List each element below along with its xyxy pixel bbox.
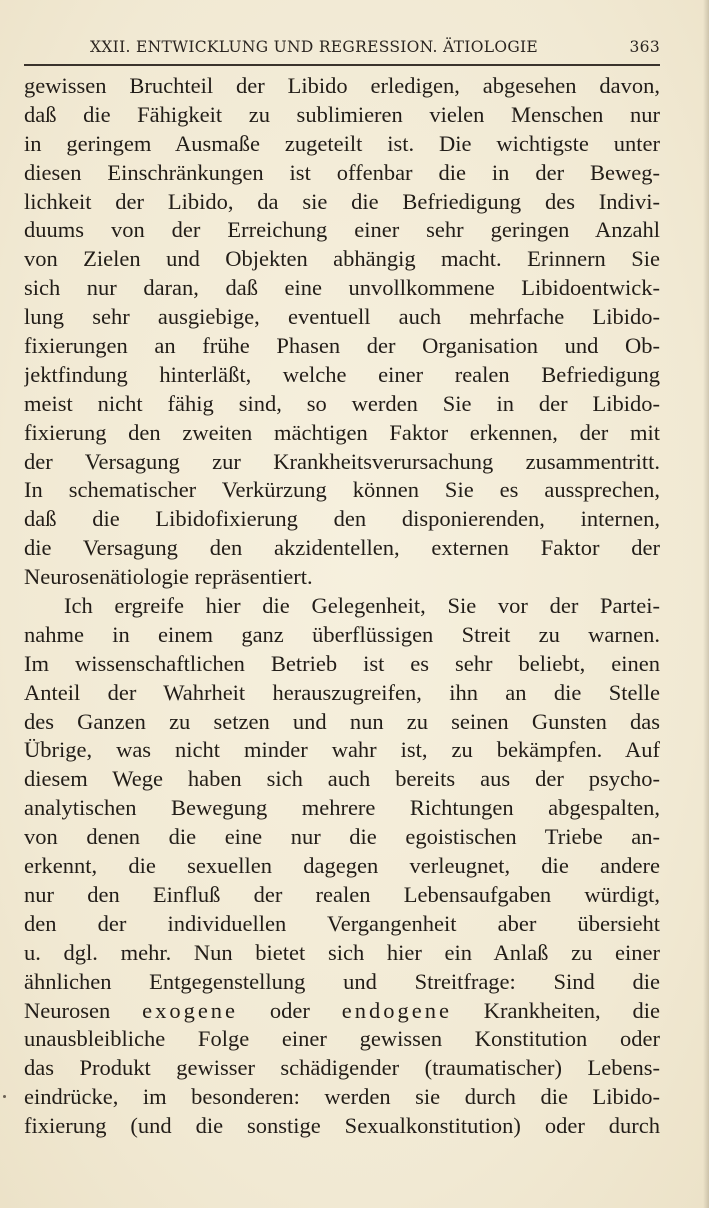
text-fragment: oder [238,997,342,1023]
text-fragment: Krankheiten, die [451,997,660,1023]
text-line: von denen die eine nur die egoistischen Triebe an- [24,824,660,850]
text-line: Im wissenschaftlichen Betrieb ist es sehr beliebt, einen [24,650,660,676]
text-line: unausbleibliche Folge einer gewissen Konstitution oder [24,1026,660,1052]
text-line: analytischen Bewegung mehrere Richtungen abgespalten, [24,795,660,821]
text-line: daß die Fähigkeit zu sublimieren vielen Menschen nur [24,101,660,127]
paragraph-start-line: Ich ergreife hier die Gelegenheit, Sie vor der Partei- [64,593,660,619]
page-number: 363 [629,38,660,56]
text-line: daß die Libidofixierung den disponierenden, internen, [24,506,660,532]
text-line-spaced-emphasis [24,997,660,1026]
text-line: eindrücke, im besonderen: werden sie durch die Libido- [24,1084,660,1110]
text-line: diesem Wege haben sich auch bereits aus der psycho- [24,766,660,792]
body-text [24,72,660,1141]
text-line: ähnlichen Entgegenstellung und Streitfrage: Sind die [24,968,660,994]
paragraph-end-line: Neurosenätiologie repräsentiert. [24,564,313,590]
text-line: meist nicht fähig sind, so werden Sie in der Libido- [24,390,660,416]
text-line: Übrige, was nicht minder wahr ist, zu bekämpfen. Auf [24,737,660,763]
text-line: in geringem Ausmaße zugeteilt ist. Die wichtigste unter [24,130,660,156]
text-line: nahme in einem ganz überflüssigen Streit zu warnen. [24,621,660,647]
text-line: jektfindung hinterläßt, welche einer realen Befriedigung [24,361,660,387]
page-edge-shadow [703,0,709,1208]
text-line: diesen Einschränkungen ist offenbar die in der Beweg- [24,159,660,185]
text-line: des Ganzen zu setzen und nun zu seinen Gunsten das [24,708,660,734]
margin-speck [3,1095,6,1098]
running-title: XXII. ENTWICKLUNG UND REGRESSION. ÄTIOLOGIE [90,38,539,56]
text-line: fixierung (und die sonstige Sexualkonstitution) oder durch [24,1113,660,1139]
text-line: lichkeit der Libido, da sie die Befriedigung des Indivi- [24,188,660,214]
text-line: der Versagung zur Krankheitsverursachung zusammentritt. [24,448,660,474]
text-line: den der individuellen Vergangenheit aber übersieht [24,910,660,936]
text-line: In schematischer Verkürzung können Sie es aussprechen, [24,477,660,503]
text-line: gewissen Bruchteil der Libido erledigen, abgesehen davon, [24,73,660,98]
text-line: das Produkt gewisser schädigender (traumatischer) Lebens- [24,1055,660,1081]
text-line: nur den Einfluß der realen Lebensaufgaben würdigt, [24,881,660,907]
header-rule [24,64,660,66]
text-line: duums von der Erreichung einer sehr geringen Anzahl [24,217,660,243]
emphasis-exogene: exogene [142,997,239,1023]
text-line: u. dgl. mehr. Nun bietet sich hier ein Anlaß zu einer [24,939,660,965]
text-line: sich nur daran, daß eine unvollkommene Libidoentwick- [24,275,660,301]
text-line: fixierungen an frühe Phasen der Organisation und Ob- [24,333,660,359]
text-line: die Versagung den akzidentellen, externen Faktor der [24,535,660,561]
emphasis-endogene: endogene [341,997,452,1023]
text-fragment: Neurosen [24,997,143,1023]
text-line: lung sehr ausgiebige, eventuell auch mehrfache Libido- [24,304,660,330]
text-line: Anteil der Wahrheit herauszugreifen, ihn an die Stelle [24,679,660,705]
text-line: erkennt, die sexuellen dagegen verleugnet, die andere [24,853,660,879]
text-line: fixierung den zweiten mächtigen Faktor erkennen, der mit [24,419,660,445]
page-header [24,36,660,60]
text-line: von Zielen und Objekten abhängig macht. Erinnern Sie [24,246,660,272]
